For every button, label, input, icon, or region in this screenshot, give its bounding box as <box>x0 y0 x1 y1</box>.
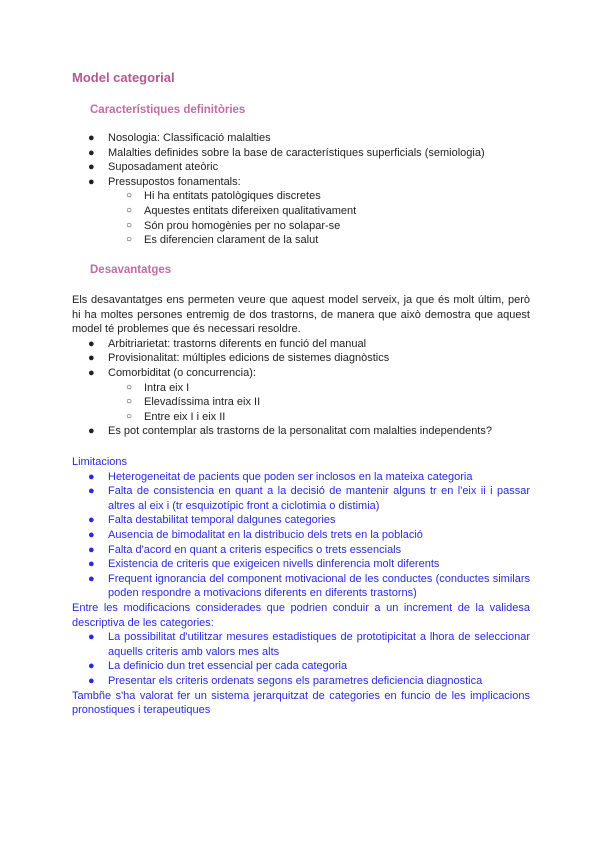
list-item: ● Heterogeneitat de pacients que poden ser inclosos en la mateixa categoria <box>88 470 473 483</box>
bullet-icon: ● <box>88 674 95 687</box>
desavantatges-block <box>72 293 530 439</box>
list-item: ● Arbitriarietat: trastorns diferents en funció del manual <box>88 337 367 350</box>
limitacions-list <box>72 470 530 601</box>
list-item: ● Existencia de criteris que exigeicen nivells dinferencia molt diferents <box>88 558 440 571</box>
section-heading-caracteristiques: Característiques definitòries <box>90 104 246 116</box>
bullet-icon: ● <box>88 366 95 379</box>
circle-bullet-icon: ○ <box>126 410 133 422</box>
list-item: ● Suposadament ateòric <box>88 161 219 174</box>
bullet-icon: ● <box>88 470 95 483</box>
desavantatges-list <box>72 337 530 439</box>
bullet-icon: ● <box>88 660 95 673</box>
list-item: ● La possibilitat d'utilitzar mesures estadistiques de prototipicitat a lhora de seleccionar aquells criteris amb valors mes alts <box>88 631 530 658</box>
bullet-icon: ● <box>88 631 95 644</box>
list-item: ● Falta d'acord en quant a criteris especifics o trets essencials <box>88 543 402 556</box>
circle-bullet-icon: ○ <box>126 396 133 408</box>
section-heading-desavantatges: Desavantatges <box>90 264 172 276</box>
list-item: ● Comorbiditat (o concurrencia): <box>88 366 256 379</box>
sub-list-item: ○ Es diferencien clarament de la salut <box>126 234 319 247</box>
sub-list-item: ○ Aquestes entitats difereixen qualitativament <box>126 204 357 217</box>
caracteristiques-list-block <box>72 131 530 248</box>
list-item: ● Nosologia: Classificació malalties <box>88 132 271 144</box>
list-item: ● Ausencia de bimodalitat en la distribucio dels trets en la població <box>88 528 423 541</box>
list-item: ● La definicio dun tret essencial per cada categoria <box>88 660 348 673</box>
list-item: ● Provisionalitat: múltiples edicions de sistemes diagnòstics <box>88 352 390 365</box>
circle-bullet-icon: ○ <box>126 219 133 231</box>
bullet-icon: ● <box>88 146 95 159</box>
bullet-icon: ● <box>88 161 95 174</box>
list-item: ● Falta destabilitat temporal dalgunes categories <box>88 514 336 527</box>
list-item: ● Falta de consistencia en quant a la decisió de mantenir alguns tr en l'eix ii i passar altres al eix i (tr esquizotípic front a ciclotimia o distimia) <box>88 485 530 512</box>
sub-list-item: ○ Entre eix I i eix II <box>126 410 226 423</box>
circle-bullet-icon: ○ <box>126 204 133 216</box>
limitacions-block <box>72 455 530 718</box>
circle-bullet-icon: ○ <box>126 190 133 202</box>
circle-bullet-icon: ○ <box>126 234 133 246</box>
list-item: ● Frequent ignorancia del component motivacional de les conductes (conductes similars poden respondre a motivacions diferents en diferents trastorns) <box>88 572 530 600</box>
modificacions-list <box>72 630 530 688</box>
page-title: Model categorial <box>72 70 175 85</box>
caracteristiques-list <box>72 131 530 248</box>
list-item: ● Pressupostos fonamentals: <box>88 175 241 188</box>
bullet-icon: ● <box>88 485 95 498</box>
list-item: ● Presentar els criteris ordenats segons els parametres deficiencia diagnostica <box>88 674 483 687</box>
sub-list-item: ○ Hi ha entitats patològiques discretes <box>126 190 321 203</box>
bullet-icon: ● <box>88 425 95 438</box>
bullet-icon: ● <box>88 337 95 350</box>
closing-paragraph: Tambñe s'ha valorat fer un sistema jerarquitzat de categories en funcio de les implicacions pronostiques i terapeutiques <box>72 689 530 717</box>
bullet-icon: ● <box>88 352 95 365</box>
sub-list-item: ○ Són prou homogènies per no solapar-se <box>126 219 341 232</box>
bullet-icon: ● <box>88 175 95 188</box>
bullet-icon: ● <box>88 528 95 541</box>
modificacions-intro: Entre les modificacions considerades que podrien conduir a un increment de la validesa descriptiva de les categories: <box>72 601 530 629</box>
circle-bullet-icon: ○ <box>126 381 133 393</box>
desavantatges-intro: Els desavantatges ens permeten veure que aquest model serveix, ja que és molt últim, però hi ha moltes persones entremig de dos trastorns, de manera que això demostra que aquest model té problemes que és necessari resoldre. <box>72 294 530 336</box>
list-item: ● Es pot contemplar als trastorns de la personalitat com malalties independents? <box>88 425 492 438</box>
bullet-icon: ● <box>88 132 95 144</box>
bullet-icon: ● <box>88 514 95 527</box>
sub-list-item: ○ Intra eix I <box>126 381 190 394</box>
list-item: ● Malalties definides sobre la base de característiques superficials (semiologia) <box>88 146 485 159</box>
bullet-icon: ● <box>88 543 95 556</box>
sub-list-item: ○ Elevadíssima intra eix II <box>126 396 261 409</box>
limitacions-heading: Limitacions <box>72 456 128 468</box>
bullet-icon: ● <box>88 572 95 585</box>
bullet-icon: ● <box>88 558 95 571</box>
